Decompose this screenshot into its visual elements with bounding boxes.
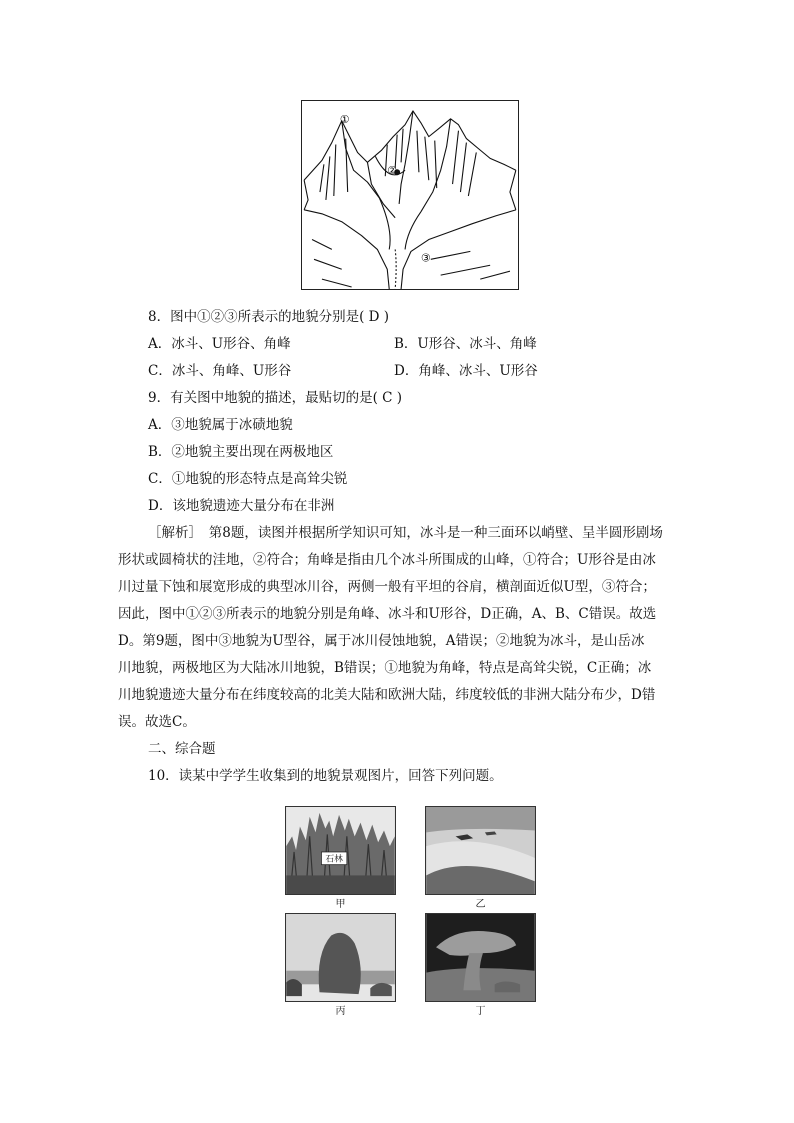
q8-option-c: C．冰斗、角峰、U形谷	[148, 363, 292, 379]
q9-option-b: B．②地貌主要出现在两极地区	[148, 444, 334, 460]
caption-jia: 甲	[335, 899, 346, 910]
landform-photo-grid	[285, 806, 537, 1021]
analysis-line: 川地貌，两极地区为大陆冰川地貌，B错误；①地貌为角峰，特点是高耸尖锐，C正确；冰	[118, 660, 652, 676]
q8-stem: 8．图中①②③所表示的地貌分别是( D )	[148, 309, 390, 325]
caption-yi: 乙	[475, 899, 486, 910]
q9-option-a: A．③地貌属于冰碛地貌	[148, 417, 293, 433]
desert-image	[426, 807, 535, 894]
label-2: ②	[387, 164, 397, 178]
q9-option-d: D．该地貌遗迹大量分布在非洲	[148, 498, 335, 514]
caption-bing: 丙	[335, 1006, 346, 1017]
q8-option-a: A．冰斗、U形谷、角峰	[148, 336, 291, 352]
label-3: ③	[420, 251, 431, 265]
q9-option-c: C．①地貌的形态特点是高耸尖锐	[148, 471, 348, 487]
stone-forest-sign: 石林	[325, 854, 343, 865]
glacier-sketch-svg	[302, 101, 518, 289]
analysis-line: 川过量下蚀和展宽形成的典型冰川谷，两侧一般有平坦的谷肩，横剖面近似U型，③符合；	[118, 579, 656, 595]
glacier-landform-figure	[301, 100, 519, 290]
analysis-line: 误。故选C。	[118, 714, 196, 730]
q9-stem: 9．有关图中地貌的描述，最贴切的是( C )	[148, 390, 403, 406]
analysis-line: 川地貌遗迹大量分布在纬度较高的北美大陆和欧洲大陆，纬度较低的非洲大陆分布少，D错	[118, 687, 656, 703]
photo-yi-desert	[425, 806, 536, 895]
analysis-line: 因此，图中①②③所表示的地貌分别是角峰、冰斗和U形谷，D正确，A、B、C错误。故选	[118, 606, 657, 622]
q10-stem: 10．读某中学学生收集到的地貌景观图片，回答下列问题。	[148, 768, 503, 784]
sea-rock-image	[286, 914, 395, 1001]
q8-option-d: D．角峰、冰斗、U形谷	[394, 363, 538, 379]
section-title: 二、综合题	[148, 741, 216, 757]
photo-jia-stone-forest	[285, 806, 396, 895]
photo-ding-mushroom-rock	[425, 913, 536, 1002]
stone-forest-image	[286, 807, 395, 894]
mushroom-rock-image	[426, 914, 535, 1001]
analysis-line: 形状或圆椅状的洼地，②符合；角峰是指由几个冰斗所围成的山峰，①符合；U形谷是由冰	[118, 552, 656, 568]
q8-option-b: B．U形谷、冰斗、角峰	[394, 336, 537, 352]
analysis-line: D。第9题，图中③地貌为U型谷，属于冰川侵蚀地貌，A错误；②地貌为冰斗，是山岳冰	[118, 633, 645, 649]
analysis-line: ［解析］ 第8题，读图并根据所学知识可知，冰斗是一种三面环以峭壁、呈半圆形剧场	[148, 525, 663, 541]
caption-ding: 丁	[475, 1006, 486, 1017]
label-1: ①	[339, 112, 350, 126]
photo-bing-sea-rock	[285, 913, 396, 1002]
